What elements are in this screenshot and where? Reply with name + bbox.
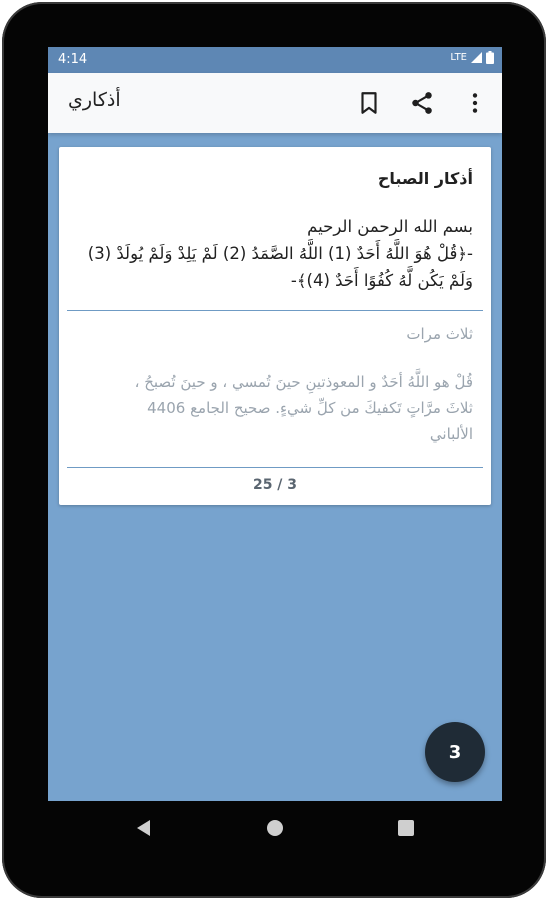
virtue-line: الألباني (429, 425, 473, 443)
bookmark-icon[interactable] (356, 90, 382, 116)
app-screen (48, 47, 502, 801)
divider (67, 310, 483, 311)
repeat-count-text: ثلاث مرات (406, 325, 473, 343)
zikr-line: بسم الله الرحمن الرحيم (307, 217, 473, 236)
back-icon[interactable] (133, 817, 155, 839)
app-bar (48, 73, 502, 133)
progress-counter: 25 / 3 (252, 477, 298, 493)
zikr-line: -﴿قُلْ هُوَ اللَّهُ أَحَدٌ (1) اللَّهُ الصَّمَدُ (2) لَمْ يَلِدْ وَلَمْ يُولَدْ (3) (87, 244, 473, 263)
system-nav-bar (0, 801, 548, 861)
zikr-line: وَلَمْ يَكُن لَّهُ كُفُوًا أَحَدٌ (4)﴾- (290, 271, 473, 290)
home-icon[interactable] (264, 817, 286, 839)
recents-icon[interactable] (395, 817, 417, 839)
app-title: أذكاري (68, 89, 121, 111)
card-heading: أذكار الصباح (377, 169, 473, 188)
virtue-line: ثلاثَ مرَّاتٍ تَكفيكَ من كلِّ شيءٍ. صحيح الجامع 4406 (147, 399, 473, 417)
signal-icon (471, 52, 482, 63)
status-bar (48, 47, 502, 73)
virtue-text (73, 369, 473, 447)
status-indicators (450, 51, 494, 64)
divider (67, 467, 483, 468)
network-type: LTE (450, 52, 467, 63)
more-vert-icon[interactable] (462, 90, 488, 116)
counter-fab[interactable] (425, 722, 485, 782)
status-time: 4:14 (58, 52, 88, 67)
battery-icon (486, 51, 494, 64)
share-icon[interactable] (409, 90, 435, 116)
virtue-line: قُلْ هو اللَّهُ أحَدٌ و المعوذتينِ حينَ تُمسي ، و حينَ تُصبحُ ، (134, 373, 473, 391)
zikr-text (73, 213, 473, 294)
zikr-card[interactable] (59, 147, 491, 505)
fab-count: 3 (448, 741, 462, 763)
